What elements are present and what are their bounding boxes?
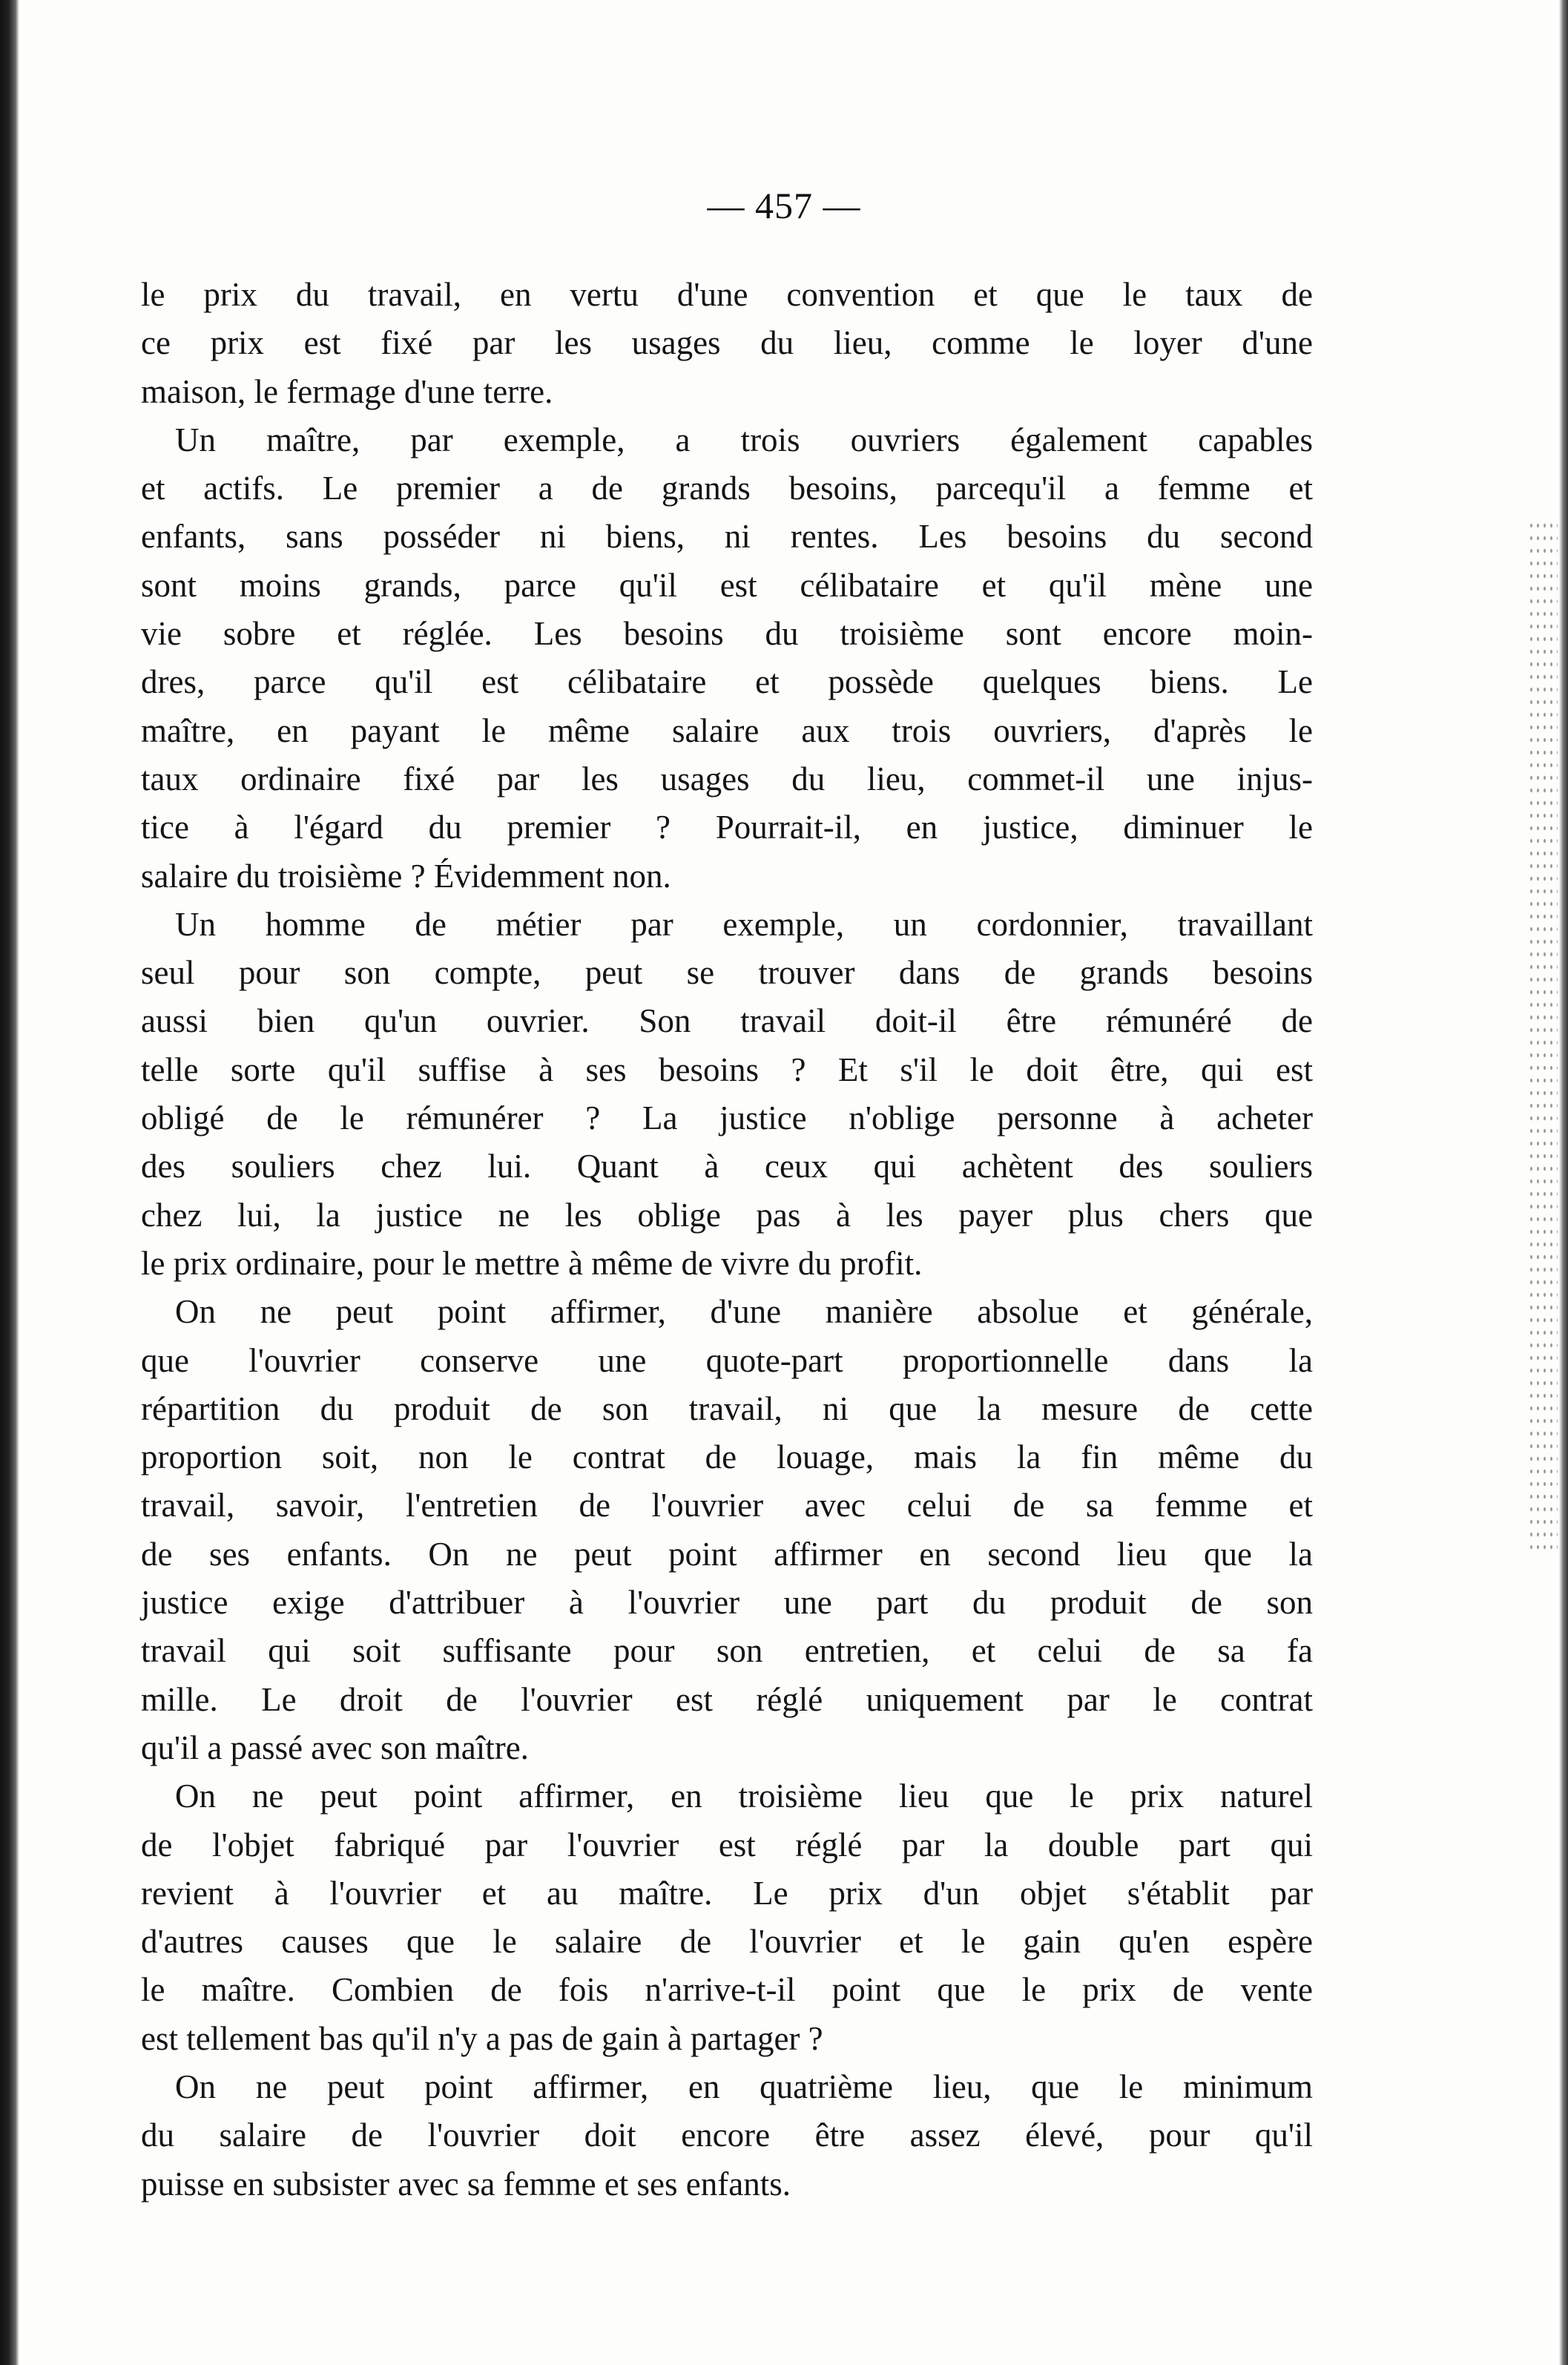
text-line: sont moins grands, parce qu'il est célibataire et qu'il mène une	[141, 566, 1313, 604]
text-line: enfants, sans posséder ni biens, ni rentes. Les besoins du second	[141, 518, 1313, 556]
text-line: puisse en subsister avec sa femme et ses enfants.	[141, 2165, 791, 2203]
text-line: le maître. Combien de fois n'arrive-t-il point que le prix de vente	[141, 1971, 1313, 2009]
scan-edge-right	[1559, 0, 1568, 2365]
text-line: On ne peut point affirmer, d'une manière absolue et générale,	[175, 1293, 1313, 1331]
text-line: chez lui, la justice ne les oblige pas à les payer plus chers que	[141, 1196, 1313, 1234]
text-line: taux ordinaire fixé par les usages du lieu, commet-il une injus-	[141, 760, 1313, 797]
paragraph	[141, 2063, 1313, 2208]
text-line: seul pour son compte, peut se trouver dans de grands besoins	[141, 954, 1313, 992]
text-line: salaire du troisième ? Évidemment non.	[141, 857, 671, 895]
text-line: tice à l'égard du premier ? Pourrait-il, en justice, diminuer le	[141, 809, 1313, 846]
text-line: le prix ordinaire, pour le mettre à même de vivre du profit.	[141, 1244, 923, 1282]
text-line: ce prix est fixé par les usages du lieu, comme le loyer d'une	[141, 324, 1313, 362]
text-line: est tellement bas qu'il n'y a pas de gain à partager ?	[141, 2019, 823, 2057]
text-line: On ne peut point affirmer, en troisième lieu que le prix naturel	[175, 1777, 1313, 1815]
text-line: le prix du travail, en vertu d'une convention et que le taux de	[141, 276, 1313, 313]
text-line: proportion soit, non le contrat de louage, mais la fin même du	[141, 1438, 1313, 1476]
text-line: que l'ouvrier conserve une quote-part proportionnelle dans la	[141, 1341, 1313, 1379]
text-line: revient à l'ouvrier et au maître. Le prix d'un objet s'établit par	[141, 1874, 1313, 1912]
scan-edge-left	[0, 0, 19, 2365]
text-line: mille. Le droit de l'ouvrier est réglé uniquement par le contrat	[141, 1680, 1313, 1718]
text-line: justice exige d'attribuer à l'ouvrier une part du produit de son	[141, 1584, 1313, 1622]
text-line: telle sorte qu'il suffise à ses besoins ? Et s'il le doit être, qui est	[141, 1050, 1313, 1088]
text-line: de ses enfants. On ne peut point affirmer en second lieu que la	[141, 1535, 1313, 1573]
text-line: dres, parce qu'il est célibataire et possède quelques biens. Le	[141, 663, 1313, 701]
text-line: d'autres causes que le salaire de l'ouvrier et le gain qu'en espère	[141, 1923, 1313, 1961]
paragraph	[141, 1772, 1313, 2063]
text-line: des souliers chez lui. Quant à ceux qui achètent des souliers	[141, 1148, 1313, 1185]
body-text	[141, 271, 1313, 2208]
text-line: maître, en payant le même salaire aux trois ouvriers, d'après le	[141, 711, 1313, 749]
text-line: et actifs. Le premier a de grands besoins, parcequ'il a femme et	[141, 470, 1313, 507]
paragraph	[141, 271, 1313, 416]
page-number: — 457 —	[707, 185, 861, 226]
text-line: répartition du produit de son travail, ni que la mesure de cette	[141, 1389, 1313, 1427]
text-line: Un homme de métier par exemple, un cordonnier, travaillant	[175, 905, 1313, 943]
text-line: aussi bien qu'un ouvrier. Son travail doit-il être rémunéré de	[141, 1002, 1313, 1040]
paragraph	[141, 416, 1313, 901]
text-line: vie sobre et réglée. Les besoins du troisième sont encore moin-	[141, 615, 1313, 653]
text-line: travail, savoir, l'entretien de l'ouvrier avec celui de sa femme et	[141, 1487, 1313, 1524]
scan-noise-right	[1528, 519, 1558, 1558]
text-line: travail qui soit suffisante pour son entretien, et celui de sa fa	[141, 1632, 1313, 1670]
text-line: maison, le fermage d'une terre.	[141, 372, 553, 410]
text-line: qu'il a passé avec son maître.	[141, 1728, 529, 1766]
text-line: On ne peut point affirmer, en quatrième lieu, que le minimum	[175, 2068, 1313, 2105]
text-line: Un maître, par exemple, a trois ouvriers également capables	[175, 421, 1313, 458]
paragraph	[141, 901, 1313, 1288]
paragraph	[141, 1288, 1313, 1772]
text-line: obligé de le rémunérer ? La justice n'oblige personne à acheter	[141, 1099, 1313, 1137]
text-line: du salaire de l'ouvrier doit encore être assez élevé, pour qu'il	[141, 2116, 1313, 2154]
text-line: de l'objet fabriqué par l'ouvrier est réglé par la double part qui	[141, 1826, 1313, 1864]
